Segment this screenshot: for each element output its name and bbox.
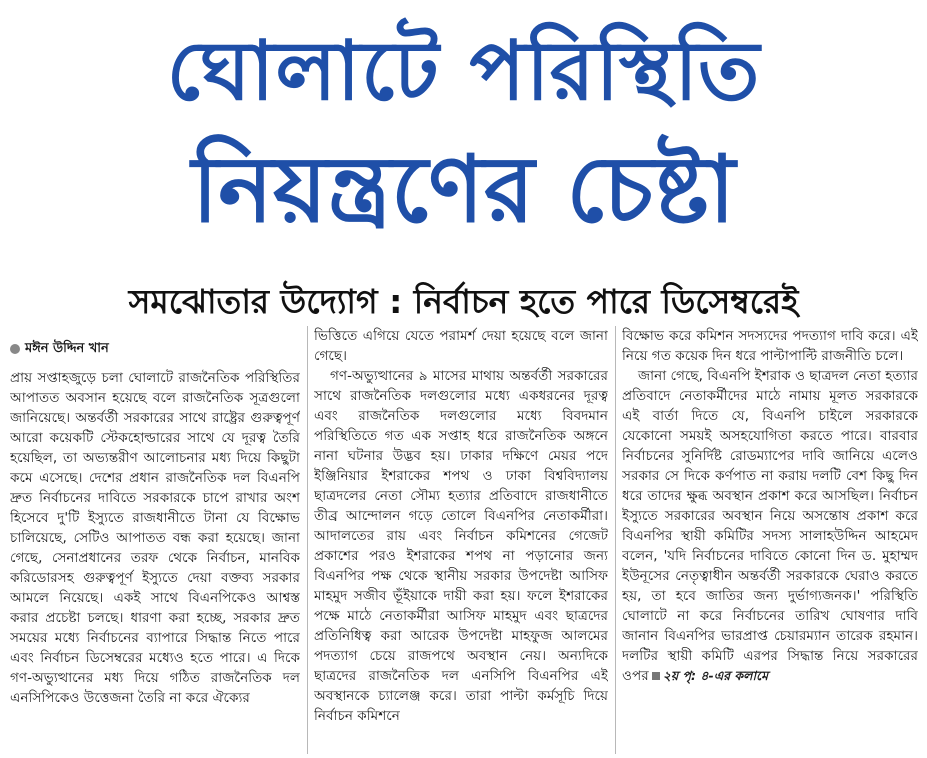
bullet-icon bbox=[10, 344, 20, 354]
subheadline: সমঝোতার উদ্যোগ : নির্বাচন হতে পারে ডিসেম্বরেই bbox=[128, 282, 799, 321]
headline-line-2: নিয়ন্ত্রণের চেষ্টা bbox=[191, 136, 736, 243]
column-rule bbox=[307, 326, 308, 754]
article-paragraph: গণ-অভ্যুত্থানের ৯ মাসের মাথায় অন্তর্বর্তী সরকারের সাথে রাজনৈতিক দলগুলোর মধ্যে একধরনের দূরত্ব এবং রাজনৈতিক দলগুলোর মধ্যে বিবদমান পরিস্থিতিতে গত এক সপ্তাহ ধরে রাজনৈতিক অঙ্গনে নানা ঘটনার উদ্ভব হয়। ঢাকার দক্ষিণে মেয়র পদে ইঞ্জিনিয়ার ইশরাকের শপথ ও ঢাকা বিশ্ববিদ্যালয় ছাত্রদলের নেতা সৌম্য হত্যার প্রতিবাদে রাজধানীতে তীব্র আন্দোলন গড়ে তোলে বিএনপির নেতাকর্মীরা। আদালতের রায় এবং নির্বাচন কমিশনের গেজেট প্রকাশের পরও ইশরাকের শপথ না পড়ানোর জন্য বিএনপির পক্ষ থেকে স্থানীয় সরকার উপদেষ্টা আসিফ মাহমুদ সজীব ভূঁইয়াকে দায়ী করা হয়। ফলে ইশরাকের পক্ষে মাঠে নেতাকর্মীরা আসিফ মাহমুদ এবং ছাত্রদের প্রতিনিধিত্ব করা আরেক উপদেষ্টা মাহফুজ আলমের পদত্যাগ চেয়ে রাজপথে অবস্থান নেয়। অন্যদিকে ছাত্রদের রাজনৈতিক দল এনসিপি বিএনপির এই অবস্থানকে চ্যালেঞ্জ করে। তারা পাল্টা কর্মসূচি দিয়ে নির্বাচন কমিশনে bbox=[314, 368, 608, 724]
headline-line-1: ঘোলাটে পরিস্থিতি bbox=[166, 24, 761, 119]
byline bbox=[10, 338, 300, 360]
article-paragraph-text: জানা গেছে, বিএনপি ইশরাক ও ছাত্রদল নেতা হত্যার প্রতিবাদে নেতাকর্মীদের মাঠে নামায় মূলত সরকারকে এই বার্তা দিতে যে, বিএনপি চাইলে সরকারকে যেকোনো সময়ই অসহযোগিতা করতে পারে। বারবার নির্বাচনের সুনির্দিষ্ট রোডম্যাপের দাবি জানিয়ে এলেও সরকার সে দিকে কর্ণপাত না করায় দলটি বেশ কিছু দিন ধরে তাদের ক্ষুব্ধ অবস্থান প্রকাশ করে আসছিল। নির্বাচন ইস্যুতে সরকারের অবস্থান নিয়ে অসন্তোষ প্রকাশ করে বিএনপির স্থায়ী কমিটির সদস্য সালাহউদ্দিন আহমেদ বলেন, 'যদি নির্বাচনের দাবিতে কোনো দিন ড. মুহাম্মদ ইউনূসের নেতৃত্বাধীন অন্তর্বর্তী সরকারকে ঘেরাও করতে হয়, তা হবে জাতির জন্য দুর্ভাগ্যজনক।' পরিস্থিতি ঘোলাটে না করে নির্বাচনের তারিখ ঘোষণার দাবি জানান বিএনপির ভারপ্রাপ্ত চেয়ারম্যান তারেক রহমান। দলটির স্থায়ী কমিটি এরপর সিদ্ধান্ত নিয়ে সরকারের ওপর bbox=[622, 368, 918, 684]
article-paragraph bbox=[622, 366, 918, 686]
jump-square-icon bbox=[652, 672, 660, 680]
jump-reference: ২য় পৃ: ৪-এর কলামে bbox=[662, 668, 769, 683]
article-column-2 bbox=[314, 326, 608, 756]
article-paragraph: বিক্ষোভ করে কমিশন সদস্যদের পদত্যাগ দাবি করে। এই নিয়ে গত কয়েক দিন ধরে পাল্টাপাল্টি রাজনীতি চলে। bbox=[622, 328, 918, 364]
article-paragraph: ভিত্তিতে এগিয়ে যেতে পরামর্শ দেয়া হয়েছে বলে জানা গেছে। bbox=[314, 328, 608, 364]
article-column-1 bbox=[10, 326, 300, 756]
byline-author: মঈন উদ্দিন খান bbox=[25, 341, 109, 356]
article-paragraph: প্রায় সপ্তাহজুড়ে চলা ঘোলাটে রাজনৈতিক পরিস্থিতির আপাতত অবসান হয়েছে বলে রাজনৈতিক সূত্রগুলো জানিয়েছে। অন্তর্বর্তী সরকারের সাথে রাষ্ট্রের গুরুত্বপূর্ণ আরো কয়েকটি স্টেকহোল্ডারের সাথে যে দূরত্ব তৈরি হয়েছিল, তা অভ্যন্তরীণ আলোচনার মধ্য দিয়ে কিছুটা কমে এসেছে। দেশের প্রধান রাজনৈতিক দল বিএনপি দ্রুত নির্বাচনের দাবিতে সরকারকে চাপে রাখার অংশ হিসেবে দু'টি ইস্যুতে রাজধানীতে টানা যে বিক্ষোভ চালিয়েছে, সেটিও আপাতত বন্ধ করা হয়েছে। জানা গেছে, সেনাপ্রধানের তরফ থেকে নির্বাচন, মানবিক করিডোরসহ গুরুত্বপূর্ণ ইস্যুতে দেয়া বক্তব্য সরকার আমলে নিয়েছে। একই সাথে বিএনপিকেও আশ্বস্ত করার প্রচেষ্টা চলছে। ধারণা করা হচ্ছে, সরকার দ্রুত সময়ের মধ্যে নির্বাচনের ব্যাপারে সিদ্ধান্ত নিতে পারে এবং নির্বাচন ডিসেম্বরের মধ্যেও হতে পারে। এ দিকে গণ-অভ্যুত্থানের মধ্য দিয়ে গঠিত রাজনৈতিক দল এনসিপিকেও উত্তেজনা তৈরি না করে ঐক্যের bbox=[10, 370, 300, 706]
column-rule bbox=[615, 326, 616, 754]
article-column-3 bbox=[622, 326, 918, 756]
